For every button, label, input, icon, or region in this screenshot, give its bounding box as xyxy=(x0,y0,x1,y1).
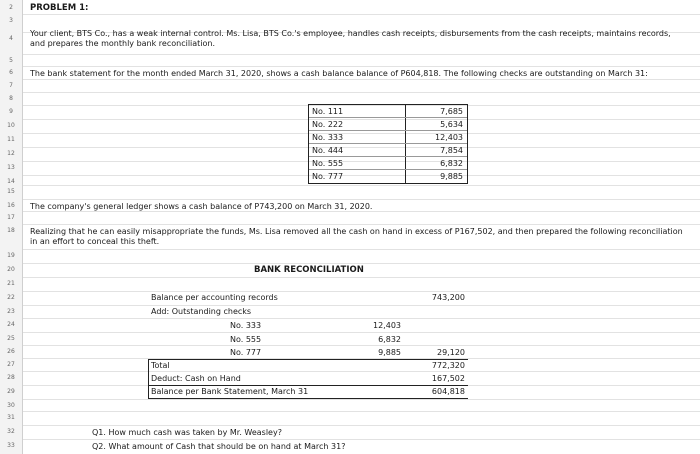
row-gridline xyxy=(23,277,700,278)
row-gridline xyxy=(23,54,700,55)
row-number[interactable]: 23 xyxy=(7,308,15,315)
final-balance-label: Balance per Bank Statement, March 31 xyxy=(151,387,309,396)
check-number: No. 333 xyxy=(312,133,344,142)
row-number[interactable]: 6 xyxy=(9,69,13,76)
deduct-cash-on-hand-label: Deduct: Cash on Hand xyxy=(151,374,241,383)
check-number: No. 222 xyxy=(312,120,344,129)
recon-check-number: No. 555 xyxy=(230,335,262,344)
table-gridline xyxy=(309,169,467,170)
recon-box-left-border xyxy=(148,359,149,398)
check-amount: 12,403 xyxy=(435,133,463,142)
question-1: Q1. How much cash was taken by Mr. Weasley? xyxy=(92,428,282,437)
row-number[interactable]: 5 xyxy=(9,57,13,64)
row-gridline xyxy=(23,79,700,80)
row-number[interactable]: 16 xyxy=(7,202,15,209)
row-gridline xyxy=(23,332,700,333)
row-gridline xyxy=(23,14,700,15)
row-number[interactable]: 11 xyxy=(7,136,15,143)
row-number[interactable]: 31 xyxy=(7,414,15,421)
deduct-cash-on-hand-value: 167,502 xyxy=(431,374,465,383)
row-gridline xyxy=(23,345,700,346)
problem-title: PROBLEM 1: xyxy=(30,3,89,13)
balance-per-records-value: 743,200 xyxy=(431,293,465,302)
question-2: Q2. What amount of Cash that should be on hand at March 31? xyxy=(92,442,346,451)
recon-check-amount: 12,403 xyxy=(373,321,401,330)
row-number[interactable]: 32 xyxy=(7,428,15,435)
row-gridline xyxy=(23,291,700,292)
row-number[interactable]: 25 xyxy=(7,335,15,342)
row-gridline xyxy=(23,318,700,319)
table-gridline xyxy=(309,130,467,131)
total-value: 772,320 xyxy=(431,361,465,370)
row-gridline xyxy=(23,92,700,93)
realizing-text: Realizing that he can easily misappropriate the funds, Ms. Lisa removed all the cash on hand in excess of P167,502, and then prepared the following reconciliation in an effort to conceal this theft. xyxy=(30,227,683,246)
row-number[interactable]: 17 xyxy=(7,214,15,221)
total-label: Total xyxy=(151,361,170,370)
check-amount: 7,854 xyxy=(440,146,463,155)
row-number[interactable]: 24 xyxy=(7,321,15,328)
row-number[interactable]: 14 xyxy=(7,178,15,185)
check-amount: 9,885 xyxy=(440,172,463,181)
row-number[interactable]: 13 xyxy=(7,164,15,171)
check-number: No. 555 xyxy=(312,159,344,168)
row-gridline xyxy=(23,224,700,225)
row-number[interactable]: 4 xyxy=(9,35,13,42)
row-number[interactable]: 28 xyxy=(7,374,15,381)
row-gridline xyxy=(23,249,700,250)
check-amount: 7,685 xyxy=(440,107,463,116)
ledger-text: The company's general ledger shows a cash balance of P743,200 on March 31, 2020. xyxy=(30,202,373,211)
table-gridline xyxy=(309,143,467,144)
final-balance-value: 604,818 xyxy=(431,387,465,396)
row-number[interactable]: 8 xyxy=(9,95,13,102)
row-gridline xyxy=(23,185,700,186)
balance-per-records-label: Balance per accounting records xyxy=(151,293,278,302)
check-number: No. 111 xyxy=(312,107,344,116)
outstanding-checks-table xyxy=(308,104,468,184)
bank-statement-text: The bank statement for the month ended March 31, 2020, shows a cash balance balance of P604,818. The following checks are outstanding on March 31: xyxy=(30,69,648,78)
row-number[interactable]: 15 xyxy=(7,188,15,195)
row-number[interactable]: 18 xyxy=(7,227,15,234)
row-gridline xyxy=(23,263,700,264)
recon-check-number: No. 777 xyxy=(230,348,262,357)
row-number[interactable]: 7 xyxy=(9,82,13,89)
recon-check-amount: 9,885 xyxy=(378,348,401,357)
row-number[interactable]: 26 xyxy=(7,348,15,355)
row-gridline xyxy=(23,66,700,67)
row-number[interactable]: 3 xyxy=(9,17,13,24)
row-number[interactable]: 10 xyxy=(7,122,15,129)
row-number[interactable]: 21 xyxy=(7,280,15,287)
row-number[interactable]: 30 xyxy=(7,402,15,409)
final-balance-top-border xyxy=(148,385,468,386)
row-number[interactable]: 29 xyxy=(7,388,15,395)
table-gridline xyxy=(309,117,467,118)
row-gridline xyxy=(23,199,700,200)
row-number[interactable]: 33 xyxy=(7,442,15,449)
row-number[interactable]: 22 xyxy=(7,294,15,301)
row-number[interactable]: 27 xyxy=(7,361,15,368)
total-top-border xyxy=(148,359,468,360)
add-outstanding-checks-label: Add: Outstanding checks xyxy=(151,307,252,316)
check-amount: 5,634 xyxy=(440,120,463,129)
intro-text: Your client, BTS Co., has a weak internal control. Ms. Lisa, BTS Co.'s employee, handles cash receipts, disbursements from the cash receipts, maintains records, and prepares the monthly bank reconciliation. xyxy=(30,29,671,48)
recon-check-number: No. 333 xyxy=(230,321,262,330)
row-gridline xyxy=(23,439,700,440)
reconciliation-title: BANK RECONCILIATION xyxy=(254,265,364,275)
row-number[interactable]: 12 xyxy=(7,150,15,157)
check-amount: 6,832 xyxy=(440,159,463,168)
row-gridline xyxy=(23,411,700,412)
row-number[interactable]: 2 xyxy=(9,4,13,11)
row-number[interactable]: 9 xyxy=(9,108,13,115)
outstanding-checks-subtotal: 29,120 xyxy=(437,348,465,357)
final-balance-bottom-border xyxy=(148,398,468,399)
table-gridline xyxy=(309,156,467,157)
recon-check-amount: 6,832 xyxy=(378,335,401,344)
check-number: No. 777 xyxy=(312,172,344,181)
check-number: No. 444 xyxy=(312,146,344,155)
row-gridline xyxy=(23,305,700,306)
row-gridline xyxy=(23,371,700,372)
row-gridline xyxy=(23,399,700,400)
row-gridline xyxy=(23,425,700,426)
row-number[interactable]: 20 xyxy=(7,266,15,273)
row-number[interactable]: 19 xyxy=(7,252,15,259)
